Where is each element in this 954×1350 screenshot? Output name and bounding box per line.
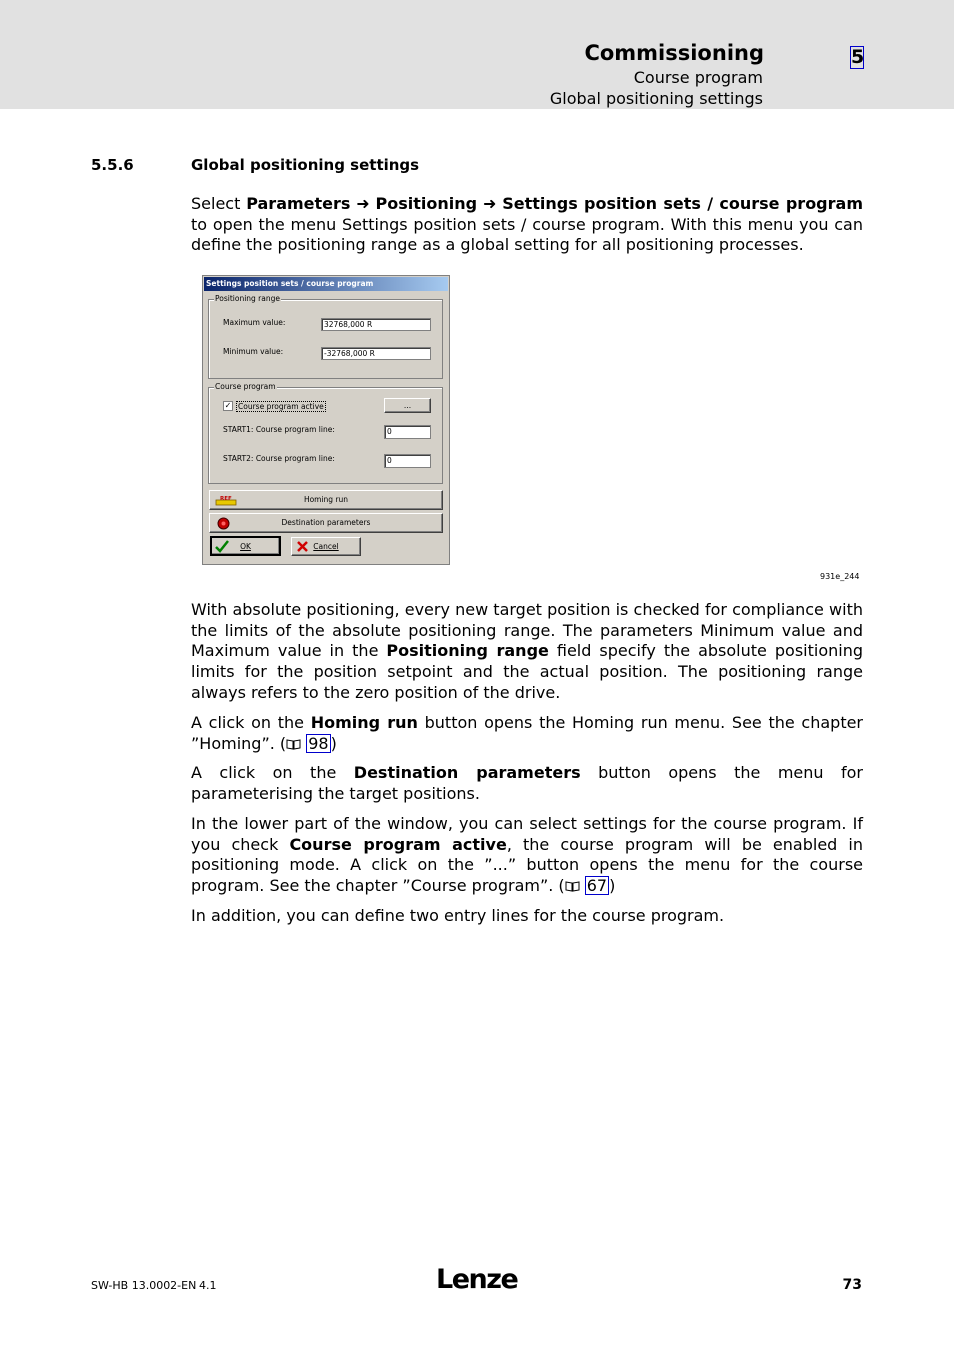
start2-label: START2: Course program line: (223, 454, 335, 463)
start1-label: START1: Course program line: (223, 425, 335, 434)
book-icon (286, 738, 301, 750)
book-icon (565, 880, 580, 892)
destination-parameters-label: Destination parameters (281, 518, 371, 527)
paragraph: In addition, you can define two entry lines for the course program. (191, 906, 725, 925)
page-header-subtitle: Course program (633, 68, 763, 87)
start1-input[interactable]: 0 (384, 425, 431, 439)
ok-label: OK (240, 542, 251, 551)
ref-icon-text: REF (220, 496, 232, 502)
min-value-label: Minimum value: (223, 347, 284, 356)
course-active-checkbox[interactable]: ✓ (224, 401, 232, 410)
lenze-logo: Lenze (436, 1264, 518, 1295)
course-program-dots-button[interactable]: ... (384, 398, 431, 413)
group-label: Positioning range (215, 294, 280, 303)
group-label: Course program (215, 382, 276, 391)
cancel-button[interactable] (291, 537, 361, 556)
ok-button[interactable] (210, 536, 281, 556)
checkmark-icon (215, 540, 229, 560)
figure-code: 931e_244 (820, 572, 860, 581)
max-value-input[interactable]: 32768,000 R (321, 318, 431, 331)
dialog-titlebar: Settings position sets / course program (204, 277, 448, 291)
page-reference-link[interactable]: 67 (586, 876, 608, 896)
homing-run-button[interactable] (209, 490, 443, 510)
paragraph: In the lower part of the window, you can select settings for the course program. If you check Course program active, the course program will be enabled in positioning mode. A click on the ”...” button opens the menu for the course program. See the chapter ”Course program”. ( 67 ) (191, 814, 864, 896)
section-number: 5.5.6 (91, 156, 134, 174)
page-number: 73 (842, 1277, 862, 1293)
paragraph: With absolute positioning, every new target position is checked for compliance with the limits of the absolute positioning range. The parameters Minimum value and Maximum value in the Positioning range field specify the absolute positioning limits for the position setpoint and the actual position. The positioning range always refers to the zero position of the drive. (191, 600, 863, 702)
settings-dialog (202, 275, 450, 565)
page-header-title: Commissioning (584, 41, 764, 65)
max-value-label: Maximum value: (223, 318, 286, 327)
course-active-label[interactable]: Course program active (238, 402, 324, 411)
chapter-number-link[interactable]: 5 (851, 46, 865, 68)
page-reference-link[interactable]: 98 (308, 733, 329, 753)
ref-icon (215, 494, 237, 506)
start2-input[interactable]: 0 (384, 454, 431, 468)
intro-paragraph: Select Parameters ➜ Positioning ➜ Settings position sets / course program to open the menu Settings position sets / course program. With this menu you can define the positioning range as a global setting for all positioning processes. (191, 194, 863, 255)
document-id: SW-HB 13.0002-EN (91, 1279, 197, 1292)
homing-run-label: Homing run (303, 495, 349, 504)
document-version: 4.1 (199, 1279, 217, 1292)
paragraph: A click on the Destination parameters button opens the menu for parameterising the target positions. (191, 763, 864, 803)
cancel-x-icon (297, 541, 308, 558)
destination-parameters-button[interactable] (209, 513, 443, 533)
positioning-range-group (208, 294, 443, 379)
paragraph: A click on the Homing run button opens the Homing run menu. See the chapter ”Homing”. ( 98 ) (191, 713, 864, 753)
min-value-input[interactable]: -32768,000 R (321, 347, 431, 360)
target-icon (217, 517, 230, 530)
section-title: Global positioning settings (191, 156, 420, 174)
cancel-label: Cancel (313, 542, 339, 551)
header-band (0, 0, 954, 109)
page-header-subtitle: Global positioning settings (549, 89, 763, 108)
